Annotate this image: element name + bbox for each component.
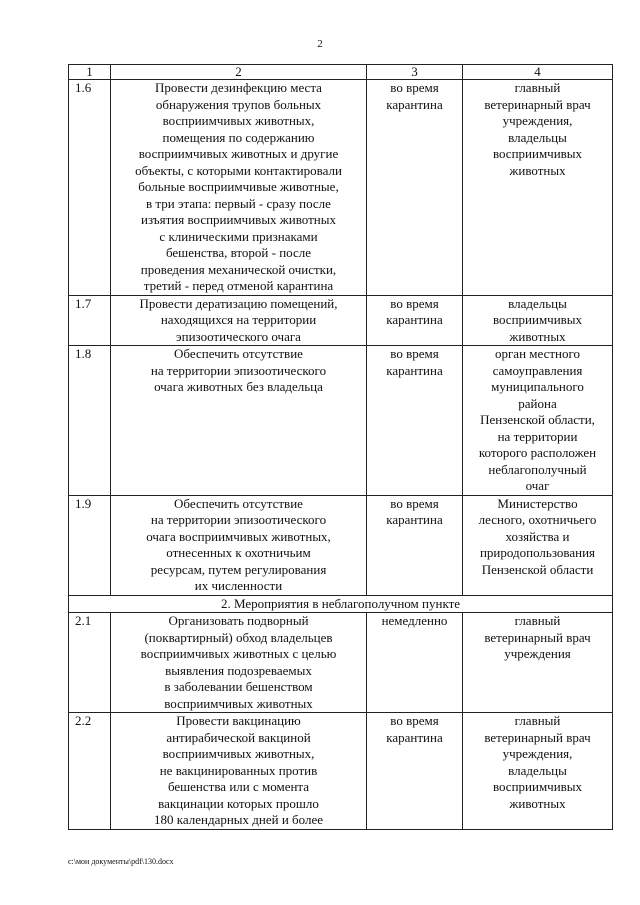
column-header-number: 1: [69, 65, 111, 80]
table-row: [69, 80, 613, 296]
responsible-text-line: хозяйства и: [505, 528, 570, 544]
responsible-text-line: Пензенской области,: [480, 412, 595, 427]
term-text: [367, 295, 463, 346]
responsible-text-line: учреждения: [504, 646, 571, 661]
measure-text: [111, 613, 367, 713]
measure-text-line: восприимчивых животных с целью: [140, 646, 337, 661]
responsible-text: [463, 613, 613, 713]
column-header-term: 3: [367, 65, 463, 80]
measure-text-line: Провести вакцинацию: [176, 713, 301, 728]
responsible-text-line: природопользования: [479, 545, 596, 560]
term-text: [367, 713, 463, 830]
measure-text-line: изъятия восприимчивых животных: [141, 212, 336, 227]
table-row: [69, 713, 613, 830]
measure-text-line: третий - перед отменой карантина: [143, 278, 334, 293]
term-text-line: карантина: [386, 312, 443, 327]
measure-text-line: восприимчивых животных: [164, 695, 313, 711]
measure-text-line: (поквартирный) обход владельцев: [144, 629, 333, 645]
measure-text-line: не вакцинированных против: [159, 762, 318, 778]
term-text-line: во время: [390, 713, 439, 728]
measure-text: [111, 295, 367, 346]
term-text: [367, 613, 463, 713]
term-text-line: немедленно: [381, 613, 448, 628]
term-text: [367, 80, 463, 296]
responsible-text-line: животных: [509, 795, 566, 811]
responsible-text-line: восприимчивых: [492, 146, 583, 161]
section-title: 2. Мероприятия в неблагополучном пункте: [69, 595, 613, 613]
table-header-row: [69, 65, 613, 80]
term-text-line: карантина: [386, 362, 443, 378]
responsible-text-line: животных: [509, 162, 566, 178]
item-number: 1.6: [69, 80, 111, 296]
table-row: [69, 295, 613, 346]
responsible-text-line: орган местного: [494, 346, 581, 361]
item-number: 1.9: [69, 495, 111, 595]
measure-text-line: ресурсам, путем регулирования: [150, 561, 327, 577]
page-number: 2: [317, 38, 323, 50]
responsible-text-line: восприимчивых: [492, 312, 583, 327]
measure-text-line: 180 календарных дней и более: [153, 812, 324, 827]
responsible-text-line: ветеринарный врач: [484, 96, 591, 112]
measure-text-line: с клиническими признаками: [159, 228, 318, 244]
responsible-text-line: на территории: [497, 428, 578, 444]
term-text: [367, 495, 463, 595]
measure-text-line: больные восприимчивые животные,: [138, 179, 339, 194]
responsible-text-line: учреждения,: [502, 746, 573, 761]
measure-text-line: отнесенных к охотничьим: [166, 545, 311, 560]
measure-text-line: на территории эпизоотического: [150, 362, 327, 378]
measure-text-line: вакцинации которых прошло: [158, 795, 319, 811]
responsible-text-line: которого расположен: [478, 445, 597, 460]
measure-text-line: на территории эпизоотического: [150, 512, 327, 527]
measure-text-line: их численности: [194, 578, 283, 593]
measure-text-line: эпизоотического очага: [176, 328, 301, 344]
table-row: [69, 346, 613, 496]
responsible-text-line: неблагополучный: [488, 461, 587, 477]
responsible-text: [463, 713, 613, 830]
measure-text: [111, 495, 367, 595]
responsible-text-line: восприимчивых: [492, 779, 583, 794]
measure-text-line: восприимчивых животных,: [162, 746, 315, 761]
measure-text-line: объекты, с которыми контактировали: [135, 162, 342, 178]
responsible-text-line: учреждения,: [502, 113, 573, 128]
term-text: [367, 346, 463, 496]
measure-text-line: в три этапа: первый - сразу после: [146, 195, 331, 211]
measure-text: [111, 80, 367, 296]
responsible-text-line: муниципального: [491, 379, 584, 394]
measure-text-line: бешенства, второй - после: [165, 245, 312, 260]
responsible-text-line: Министерство: [497, 495, 578, 511]
measure-text-line: Провести дератизацию помещений,: [139, 295, 338, 311]
measure-text-line: Организовать подворный: [168, 613, 309, 628]
measure-text-line: бешенства или с момента: [167, 779, 310, 794]
responsible-text-line: ветеринарный врач: [484, 629, 591, 645]
measure-text-line: обнаружения трупов больных: [155, 96, 322, 112]
item-number: 2.1: [69, 613, 111, 713]
table-row: [69, 495, 613, 595]
measures-table-body: [69, 65, 613, 830]
term-text-line: во время: [390, 295, 439, 311]
measure-text-line: проведения механической очистки,: [140, 261, 337, 277]
table-row: [69, 613, 613, 713]
term-text-line: во время: [390, 346, 439, 361]
item-number: 1.8: [69, 346, 111, 496]
responsible-text-line: владельцы: [508, 762, 567, 778]
item-number: 2.2: [69, 713, 111, 830]
responsible-text-line: Пензенской области: [481, 561, 594, 577]
measure-text-line: в заболевании бешенством: [164, 679, 313, 694]
item-number: 1.7: [69, 295, 111, 346]
responsible-text-line: очаг: [525, 478, 550, 493]
measure-text: [111, 346, 367, 496]
measure-text-line: антирабической вакциной: [166, 729, 311, 745]
responsible-text-line: района: [518, 395, 557, 411]
measure-text-line: Обеспечить отсутствие: [174, 346, 303, 361]
responsible-text-line: ветеринарный врач: [484, 729, 591, 745]
term-text-line: во время: [390, 495, 439, 511]
responsible-text-line: главный: [514, 613, 561, 628]
measure-text-line: помещения по содержанию: [162, 129, 315, 145]
section-row: [69, 595, 613, 613]
measure-text-line: Обеспечить отсутствие: [174, 495, 303, 511]
responsible-text-line: самоуправления: [492, 362, 583, 378]
responsible-text: [463, 295, 613, 346]
responsible-text-line: лесного, охотничьего: [478, 512, 597, 527]
measure-text-line: восприимчивых животных и другие: [138, 146, 339, 161]
responsible-text-line: владельцы: [508, 129, 567, 145]
responsible-text: [463, 495, 613, 595]
measure-text-line: выявления подозреваемых: [165, 662, 312, 678]
measure-text-line: очага животных без владельца: [154, 379, 323, 394]
term-text-line: карантина: [386, 96, 443, 112]
term-text-line: карантина: [386, 512, 443, 527]
responsible-text-line: животных: [509, 328, 566, 344]
measure-text-line: Провести дезинфекцию места: [155, 80, 322, 95]
file-path-footer: c:\мои документы\pdf\130.docx: [68, 857, 174, 866]
term-text-line: карантина: [386, 729, 443, 745]
responsible-text-line: главный: [514, 713, 561, 728]
measure-text-line: находящихся на территории: [160, 312, 317, 327]
measure-text-line: восприимчивых животных,: [162, 113, 315, 128]
responsible-text: [463, 80, 613, 296]
responsible-text: [463, 346, 613, 496]
term-text-line: во время: [390, 80, 439, 95]
measures-table: [68, 64, 613, 830]
column-header-measure: 2: [111, 65, 367, 80]
responsible-text-line: главный: [514, 80, 561, 95]
responsible-text-line: владельцы: [508, 295, 567, 311]
column-header-responsible: 4: [463, 65, 613, 80]
measure-text-line: очага восприимчивых животных,: [146, 528, 331, 544]
measure-text: [111, 713, 367, 830]
